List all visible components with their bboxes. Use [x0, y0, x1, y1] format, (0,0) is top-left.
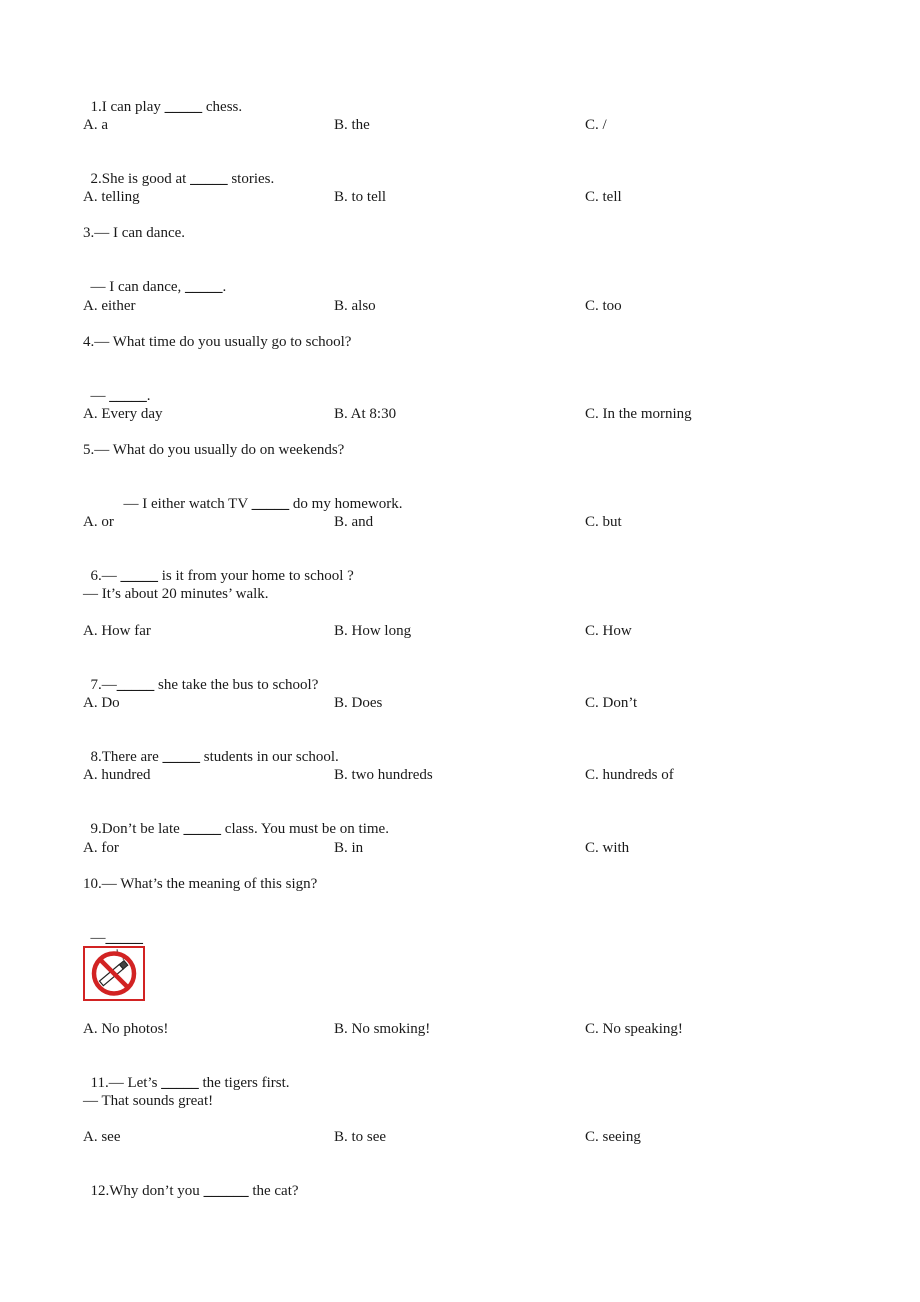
answer-blank: _____: [161, 1075, 199, 1091]
question-3-option-b: B. also: [334, 298, 376, 314]
question-9-option-c: C. with: [585, 840, 630, 856]
question-3-reply: — I can dance, _____.: [90, 279, 227, 295]
question-11-option-c: C. seeing: [585, 1129, 641, 1145]
question-1-option-a: A. a: [83, 117, 108, 133]
question-2-stem: 2.She is good at _____ stories.: [90, 171, 275, 187]
question-5-stem: 5.— What do you usually do on weekends?: [83, 442, 345, 458]
question-2-option-b: B. to tell: [334, 189, 387, 205]
question-11-option-a: A. see: [83, 1129, 121, 1145]
question-6-option-b: B. How long: [334, 623, 412, 639]
question-5-reply: — I either watch TV _____ do my homework.: [123, 496, 403, 512]
question-11-option-b: B. to see: [334, 1129, 387, 1145]
question-9-option-b: B. in: [334, 840, 364, 856]
answer-blank: _____: [251, 496, 290, 512]
question-8-option-c: C. hundreds of: [585, 767, 674, 783]
question-3-option-c: C. too: [585, 298, 622, 314]
question-3-option-a: A. either: [83, 298, 136, 314]
question-7-stem: 7.—_____ she take the bus to school?: [90, 677, 319, 693]
question-3-stem: 3.— I can dance.: [83, 225, 186, 241]
question-4-option-a: A. Every day: [83, 406, 163, 422]
question-8-option-a: A. hundred: [83, 767, 151, 783]
answer-blank: _____: [164, 99, 203, 115]
answer-blank: _____: [162, 749, 201, 765]
question-1-option-c: C. /: [585, 117, 607, 133]
answer-blank: _____: [109, 388, 147, 404]
question-5-option-c: C. but: [585, 514, 622, 530]
answer-blank: _____: [120, 568, 158, 584]
question-2-option-a: A. telling: [83, 189, 140, 205]
question-9-stem: 9.Don’t be late _____ class. You must be on time.: [90, 821, 389, 837]
no-smoking-sign: [83, 946, 145, 1001]
question-10-option-b: B. No smoking!: [334, 1021, 431, 1037]
question-1-stem: 1.I can play _____ chess.: [90, 99, 243, 115]
question-12-stem: 12.Why don’t you ______ the cat?: [90, 1183, 299, 1199]
question-6-stem: 6.— _____ is it from your home to school ?: [90, 568, 354, 584]
question-5-option-a: A. or: [83, 514, 114, 530]
question-10-option-c: C. No speaking!: [585, 1021, 683, 1037]
question-4-option-b: B. At 8:30: [334, 406, 397, 422]
question-4-stem: 4.— What time do you usually go to school?: [83, 334, 352, 350]
question-8-stem: 8.There are _____ students in our school.: [90, 749, 339, 765]
answer-blank: _____: [183, 821, 222, 837]
question-10-stem: 10.— What’s the meaning of this sign?: [83, 876, 318, 892]
no-smoking-icon: [85, 948, 143, 999]
answer-blank: ______: [203, 1183, 249, 1199]
question-10-reply: —_____: [90, 930, 143, 946]
question-6-option-c: C. How: [585, 623, 632, 639]
question-1-option-b: B. the: [334, 117, 370, 133]
question-4-option-c: C. In the morning: [585, 406, 692, 422]
question-9-option-a: A. for: [83, 840, 119, 856]
answer-blank: _____: [105, 930, 143, 946]
question-5-option-b: B. and: [334, 514, 374, 530]
question-6-option-a: A. How far: [83, 623, 151, 639]
answer-blank: _____: [190, 171, 228, 187]
question-7-option-c: C. Don’t: [585, 695, 638, 711]
question-8-option-b: B. two hundreds: [334, 767, 433, 783]
question-6-reply: — It’s about 20 minutes’ walk.: [83, 586, 269, 602]
question-4-reply: — _____.: [90, 388, 151, 404]
answer-blank: _____: [116, 677, 155, 693]
question-7-option-a: A. Do: [83, 695, 120, 711]
question-10-option-a: A. No photos!: [83, 1021, 169, 1037]
question-7-option-b: B. Does: [334, 695, 383, 711]
answer-blank: _____: [185, 279, 223, 295]
question-2-option-c: C. tell: [585, 189, 622, 205]
question-11-stem: 11.— Let’s _____ the tigers first.: [90, 1075, 290, 1091]
question-11-reply: — That sounds great!: [83, 1093, 214, 1109]
